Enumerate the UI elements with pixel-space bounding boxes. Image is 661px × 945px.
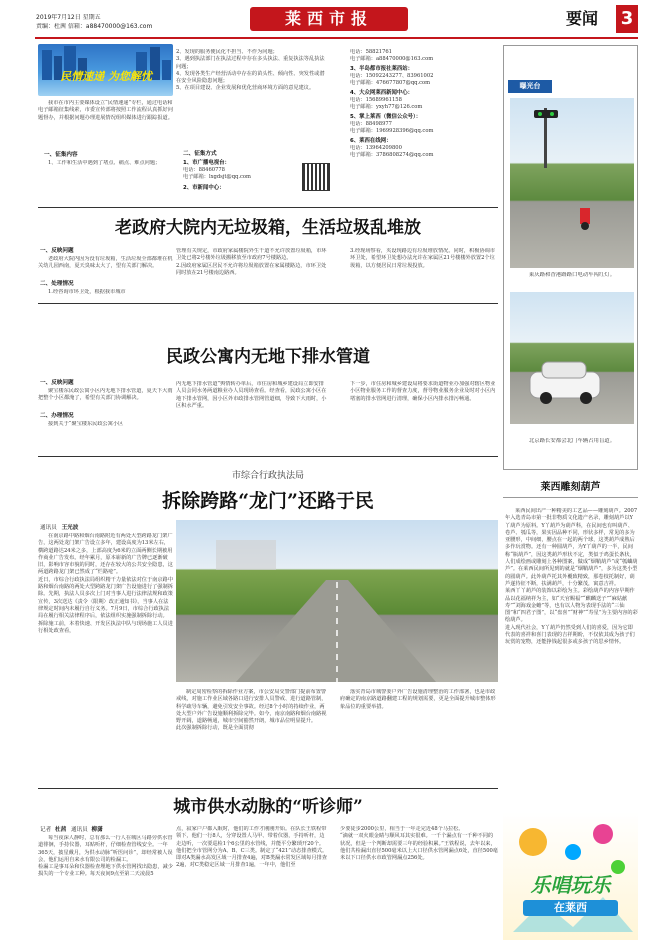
article2-col3: 下一步，市住房和城乡建设局将要求街道物业办加强对辖区物业小区物业服务工作的督查力度，督导物业服务企业及时对小区内堵塞的排水管网进行清理，确保小区内排水排污畅通。	[350, 381, 496, 402]
feature2-title: 城市供水动脉的“听诊师”	[173, 797, 363, 817]
article2-rule	[38, 456, 498, 457]
paper-name: 莱西市报	[284, 9, 373, 28]
intro-col3-sub3: 3、半岛都市报社莱西站：	[350, 66, 414, 72]
traffic-light-icon	[510, 98, 634, 268]
gourd-title: 莱西雕刻葫芦	[540, 482, 601, 493]
byline-label: 通讯员	[40, 525, 57, 531]
promo-subtitle: 在莱西	[523, 900, 618, 916]
feature1-col2: 制定周密检察的拆除作业方案，市公安局交警部门提前布置警戒线，对施工作业区域各路口进行安排人员警戒、进行道路管制，科学疏导车辆，避免引发安全事故。经过8个小时的持续作业，两处大型户外广告设施顺利拆除完毕。如今，南京南路和烟台南路视野开阔，道路畅通，城市空间豁然开朗，城市品位明显提升。 此次强制拆除行动，既是全面贯彻	[176, 689, 327, 732]
gourd-body: 莱西民间出产一种精美的工艺品——雕刻葫芦。2007年入选青岛市第一批非物质文化遗产名录，雕刻葫芦以Y丫葫芦为原料。Y丫葫芦为葫芦科，在民间也有叫葫芦、卷芦、瓠瓜等，果实因品种不同，形状多样，常见的多为亚腰形，中间细，腰点在一起的两个球，这类葫芦成熟后多作玩赏物。还有一种圆葫芦，为Y丫葫芦的一半，民间称“瓶葫芦”，因这类葫芦形状不定，类似于鸡蛋长条状，人们成绘画或雕刻上各种图案，做成“烟鞘葫芦”或“瓠蛐葫芦”。在莱西民间所见到的就是“烟鞘葫芦”，多为这类小型的圆葫芦。此外葫芦托其外覆致精致，那卷枝托制好，葫芦遂待征不断，扶满葫芦，十分繁茂，寓意吉祥。 莱西丫丫葫芦的装饰以彩绘为主。彩绘葫芦的内容早期作品以花福纳祥为主，如“天官赐福”“麒麟送子”“麻姑献寿”“刘海戏金蟾”等，也有以人物为表现手法的“三仙图”和“四君子图”，以“盘喜”“财神”“寿星”为主要内容的彩绘葫芦。 进入现代社会，Y丫葫芦仍然受到人们的喜爱，因为它即代表的喜祥和喜门表现的吉祥期盼，不仅依其成为孩子们玩赏的宠物，还能挣钱起很多或多孩子的思乡情怀。	[505, 508, 638, 646]
feature1-title: 拆除跨路“龙门”还路于民	[162, 490, 374, 512]
byline-name: 王光波	[61, 525, 79, 531]
intro-col2-sub1: 1、市广播电视台：	[183, 160, 230, 166]
feature1-kicker: 市综合行政执法局	[231, 471, 304, 481]
byline-correspondent-name: 柳潇	[91, 827, 103, 833]
intro-col3-sub4-body: 电话：15689961158 电子邮箱：yxyh77@126.com	[350, 97, 423, 111]
exposure-tag-label: 曝光台	[519, 82, 541, 90]
article1-heading2: 二、处理情况	[40, 281, 74, 287]
byline-label-reporter: 记者	[40, 827, 52, 833]
traffic-photo-caption: 東庆路和香港路路口电动车闯红灯。	[528, 272, 616, 278]
article1-p2: 1.经咨询市环卫处，根据我市城市	[48, 289, 126, 295]
intro-col3-sub6-body: 电话：13964209800 电子邮箱：3786808274@qq.com	[350, 145, 434, 159]
masthead	[0, 0, 661, 42]
byline-reporter-name: 杜茜	[54, 827, 67, 833]
intro-col3-sub6: 6、莱西在线网：	[350, 138, 392, 144]
article1-p1: 老政府大院内因为没有垃圾箱，生活垃圾全部都堆在机关幼儿园西南，夏天臭味太大了，望有关部门解决。	[38, 256, 173, 270]
issue-date: 2019年7月12日 星期五	[36, 14, 101, 21]
article2-title: 民政公寓内无地下排水管道	[166, 347, 370, 367]
intro-col3-sub5: 5、掌上莱西（微信公众号）：	[350, 114, 422, 120]
feature2-col2: 点，寂家户户都入眠时，他们的工作才刚刚开始。在队长王铁程带领下，他们一行8人，分穿设置人马甲、带着仪器，手持听杆，边走边听，一次要巡检1个6公里的水管线，并能平分繁琐开20个。 他们把全市管网分为A、B、C三类。制定了“421”动态排查模式。即对A类漏水高发区域一月排查4遍，对B类漏水常发区域每月排查2遍，对C类稳定区域一月排查1遍，一年中，他们至	[176, 826, 328, 869]
section-name: 要闻	[566, 9, 599, 28]
intro-col2: 2、发现的服务便民化不担当、不作为问题； 3、遇到执法部门在执法过程中存在多头执法、重复执法等乱执法问题； 4、发现各类生产经营活动中存在的苗头性、倾向性、突发性或潜在安全风险隐患问题； 5、在项目建设、企业发展和优化营商环境方面的意见建议。	[176, 49, 325, 92]
intro-rule	[38, 207, 498, 208]
road-scene-icon	[176, 520, 498, 682]
feature2-byline	[40, 826, 175, 834]
feature1-col1: 在南京路中路和烟台南路附近有两处大型跨路龙门架广告，这两处龙门架广告设立多年，建设高度为13米左右，横跨道路达24米之多，上部高度为6米的立面两侧长期被用作商业广告发布。经年累月，原本崭新的广告牌已逐渐破旧，影响市容市貌的同时，还存在较大的公共安全隐患，这两道跨路龙门架已然成了“烂路疮”。 近日，市综合行政执法局组织精干力量依法对位于南京路中路和烟台南路的两处大型跨路龙门架广告设施进行了强制拆除。先期，执法人员多次上门对当事人进行法律法规和政策宣传，3次送达《责令〈限期〉改正通知书》，当事人在法律规定时间内未履行自行义务。7月9日，市综合行政执法局在履行相关法律程序后，依法组织实施强制拆除行动。 拆除施工前，本着快速、开发区执法中队与现场施工人员进行相处政查看，	[38, 533, 173, 634]
road-photo	[176, 520, 498, 682]
article2-p1: 聚宝楼东民政公寓小区内无地下排水管道，夏天下大雨把整个小区都淹了，希望有关部门协调解决。	[38, 388, 173, 402]
article1-col2: 管理有关规定，市政府家属楼院外生干道不允许放置垃圾箱，市环卫处已将2号楼外垃圾搬移放至市政府7号楼路边。 2.因政府家属区居民不允许将垃圾箱放置在家属楼路边，市环卫处同时放在21号楼南边路西。	[176, 248, 327, 276]
masthead-rule	[35, 37, 638, 39]
page-number: 3	[620, 8, 634, 29]
intro-col1-item: 1、工作和生活中遇到了堵点、痛点、难点问题；	[48, 160, 161, 166]
promo-graphic	[503, 812, 638, 940]
article2-p2: 接到关于“聚宝楼东民政公寓小区	[48, 421, 124, 427]
promo-title: 乐唱玩乐	[530, 873, 611, 897]
car-icon	[510, 292, 634, 424]
intro-col3-top: 电话：58821761 电子邮箱：a88470000@163.com	[350, 49, 434, 63]
intro-col1-heading: 一、征集内容	[44, 152, 78, 158]
article2-heading1: 一、反映问题	[40, 380, 74, 386]
sidewalk-photo-caption: 北京路长安都会北门车辆占用盲道。	[528, 438, 616, 444]
banner-title: 民情速递 为您解忧	[60, 70, 152, 83]
intro-col1: 我市在市内主要媒体设立“民情速递”专栏，通过电话和电子邮箱征集线索，市委宣传部将按照工作流程认真抓好问题督办，并根据问题办理进展情况组织媒体进行跟踪报道。	[38, 100, 173, 121]
editor-line: 责编：杜茜 信箱：a88470000@163.com	[36, 23, 153, 30]
intro-col2-heading: 二、征集方式	[183, 151, 217, 157]
feature1-rule	[38, 788, 498, 789]
sidewalk-photo	[510, 292, 634, 424]
article1-heading1: 一、反映问题	[40, 248, 74, 254]
article1-rule	[38, 303, 498, 304]
article2-heading2: 二、办理情况	[40, 413, 74, 419]
intro-col3-sub4: 4、大众网莱西新闻中心：	[350, 90, 414, 96]
feature1-byline	[40, 524, 170, 532]
intro-col2-sub1-body: 电话：88460778 电子邮箱：lxgdsjt@qq.com	[183, 167, 251, 181]
intro-col3-sub5-body: 电话：88498977 电子邮箱：1969928396@qq.com	[350, 121, 434, 135]
intro-col2-sub2: 2、市新闻中心：	[183, 185, 225, 191]
intro-col3-sub3-body: 电话：15092243277、83961002 电子邮箱：476677807@qq.com	[350, 73, 434, 87]
feature2-col1: 每当夜深人静时，总有那么一行人在城区马路旁供水管道徘徊，手持仪器，耳贴听杆，仔细检查管线安全。一年365天，披星戴月，为供水动脉“听医问诊”，却经常被人误会，他们运用自来水有限公司的检漏工。 检漏工是事耳朵和仪器检查埋地下供水管网找出隐患，减少损失的一个专业工种。每天夜间9点至第二天凌晨5	[38, 835, 173, 878]
feature1-col3: 落实青岛市城警委户外广告设施清理整治的工作部署，也是市政府确定的南京路道路翻建工程的规划需要，更是全面提升城市整体形象品位的重要举措。	[340, 689, 496, 710]
traffic-photo	[510, 98, 634, 268]
qr-code	[302, 163, 330, 191]
article1-col3: 3.经现场察看，夹设现路边有垃圾堆放情况。同时，积极协调市环卫处，希望环卫处想办法允许在家属区21号楼楼外放置2个垃圾箱，以方便居民日常垃圾投放。	[350, 248, 496, 269]
feature2-col3: 少要徒步2000公里，相当于一年走完近48个马拉松。 “滴就一双火眼金睛与顺风耳其实很难。一千个漏点有一千种不同的状况，但是一个判断却需要三年的经验积累。”王铁程说，去年以来，他们共检漏出直径500毫米以上大口径供水管网漏点6处，直径500毫米以下口径供水市政管网漏点256处。	[340, 826, 498, 862]
byline-label-correspondent: 通讯员	[70, 827, 88, 833]
article2-col2: 内无地下排水管道”舆情转办单后，市住房和城乡建设局立即安排人员会同水务两道粮业办人员现场查看。经查看，民政公寓小区在地下排水管网，因小区外市政排水管网管道细，导致下大雨时，小区积水严重。	[176, 381, 327, 409]
banner-graphic	[38, 44, 173, 96]
article1-title: 老政府大院内无垃圾箱，生活垃圾乱堆放	[115, 218, 421, 238]
